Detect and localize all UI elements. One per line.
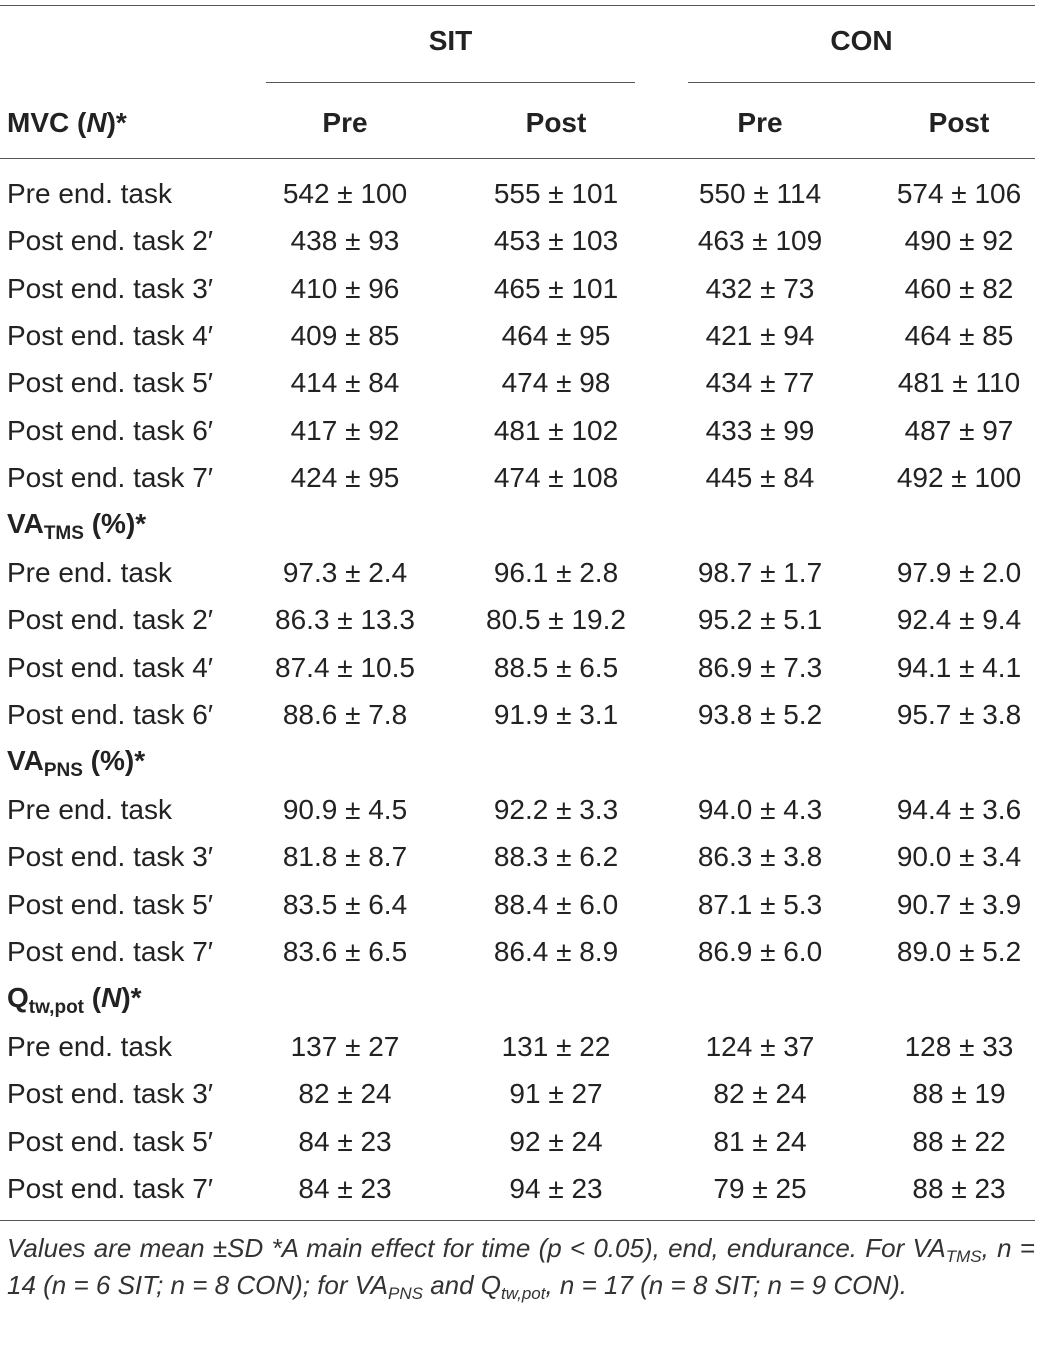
cell-con-pre: 124 ± 37 xyxy=(705,1031,815,1062)
cell-con-pre: 433 ± 99 xyxy=(705,414,815,446)
cell-con-pre: 82 ± 24 xyxy=(713,1078,807,1110)
cell-sit-pre: 82 ± 24 xyxy=(298,1078,392,1110)
cell-sit-post: 86.4 ± 8.9 xyxy=(493,935,619,967)
row-label: Post end. task 5′ xyxy=(7,367,214,399)
footnote-text-1: Values are mean ±SD *A main effect for time (p < 0.05), end, endurance. For VA xyxy=(7,1233,946,1263)
cell-con-post: 464 ± 85 xyxy=(904,319,1014,351)
cell-sit-post: 453 ± 103 xyxy=(493,225,619,257)
cell-con-pre: 421 ± 94 xyxy=(705,319,815,351)
stub-header-mvc: MVC (N)* xyxy=(7,107,127,138)
table-row xyxy=(0,265,1041,312)
table-row xyxy=(0,170,1041,217)
row-label: Post end. task 5′ xyxy=(7,1125,214,1157)
subheader-con-pre: Pre xyxy=(737,107,783,138)
cell-sit-pre: 86.3 ± 13.3 xyxy=(275,604,415,636)
cell-con-post: 88 ± 22 xyxy=(912,1125,1006,1157)
cell-sit-pre: 81.8 ± 8.7 xyxy=(282,841,408,873)
section-title-tail: (N)* xyxy=(84,982,142,1013)
row-label: Post end. task 7′ xyxy=(7,461,214,493)
cell-con-post: 574 ± 106 xyxy=(896,178,1022,209)
footnote-text-2: , n = 14 (n = 6 SIT; n = 8 CON); for VA xyxy=(7,1233,1035,1300)
cell-con-post: 460 ± 82 xyxy=(904,272,1014,304)
table-row xyxy=(0,644,1041,691)
cell-sit-pre: 88.6 ± 7.8 xyxy=(282,698,408,730)
cell-con-post: 481 ± 110 xyxy=(897,367,1021,399)
table-row xyxy=(0,312,1041,359)
section-title-main: VA xyxy=(7,508,44,539)
subheader-sit-post: Post xyxy=(525,107,587,138)
header-bottom-rule xyxy=(0,158,1035,159)
table-row xyxy=(0,691,1041,738)
cell-sit-pre: 90.9 ± 4.5 xyxy=(282,794,408,825)
section-title-tail: (%)* xyxy=(83,508,147,539)
cell-con-pre: 87.1 ± 5.3 xyxy=(697,888,823,920)
cell-sit-pre: 83.5 ± 6.4 xyxy=(282,888,408,920)
cell-sit-post: 555 ± 101 xyxy=(493,178,619,209)
row-label: Pre end. task xyxy=(7,1031,172,1062)
footnote-sub-1: TMS xyxy=(945,1247,982,1266)
table-row xyxy=(0,928,1041,975)
row-label: Post end. task 3′ xyxy=(7,841,214,873)
cell-sit-post: 92 ± 24 xyxy=(509,1125,603,1157)
table-footnote xyxy=(7,1230,1035,1304)
group-header-sit: SIT xyxy=(428,25,473,56)
cell-con-pre: 432 ± 73 xyxy=(705,272,815,304)
row-label: Post end. task 2′ xyxy=(7,604,214,636)
cell-con-pre: 550 ± 114 xyxy=(698,178,822,209)
row-label: Post end. task 7′ xyxy=(7,935,214,967)
cell-sit-pre: 414 ± 84 xyxy=(290,367,400,399)
cell-con-post: 97.9 ± 2.0 xyxy=(896,557,1022,588)
table-row xyxy=(0,1070,1041,1117)
row-label: Post end. task 5′ xyxy=(7,888,214,920)
table-row xyxy=(0,217,1041,264)
row-label: Pre end. task xyxy=(7,794,172,825)
cell-sit-pre: 417 ± 92 xyxy=(290,414,400,446)
group-underline-sit xyxy=(266,82,635,83)
cell-con-post: 90.0 ± 3.4 xyxy=(896,841,1022,873)
cell-sit-post: 131 ± 22 xyxy=(501,1031,611,1062)
cell-con-post: 94.4 ± 3.6 xyxy=(896,794,1022,825)
section-title-sub: TMS xyxy=(43,523,84,544)
table-row xyxy=(0,881,1041,928)
cell-sit-pre: 84 ± 23 xyxy=(298,1125,392,1157)
footnote-sub-2: PNS xyxy=(388,1284,423,1303)
row-label: Pre end. task xyxy=(7,178,172,209)
cell-sit-post: 91.9 ± 3.1 xyxy=(493,698,619,730)
section-title-vatms xyxy=(7,504,146,544)
cell-sit-post: 92.2 ± 3.3 xyxy=(493,794,619,825)
table-top-rule xyxy=(0,5,1035,6)
cell-con-pre: 98.7 ± 1.7 xyxy=(697,557,823,588)
cell-con-post: 92.4 ± 9.4 xyxy=(896,604,1022,636)
cell-con-post: 94.1 ± 4.1 xyxy=(896,651,1022,683)
section-title-sub: PNS xyxy=(43,760,83,781)
cell-con-post: 88 ± 23 xyxy=(912,1172,1006,1204)
cell-sit-post: 91 ± 27 xyxy=(509,1078,603,1110)
table-row xyxy=(0,407,1041,454)
cell-sit-post: 88.5 ± 6.5 xyxy=(493,651,619,683)
cell-sit-post: 464 ± 95 xyxy=(501,319,611,351)
row-label: Post end. task 4′ xyxy=(7,651,214,683)
cell-con-pre: 93.8 ± 5.2 xyxy=(697,698,823,730)
table-row xyxy=(0,833,1041,880)
subheader-con-post: Post xyxy=(928,107,990,138)
cell-con-pre: 86.9 ± 6.0 xyxy=(697,935,823,967)
cell-sit-pre: 84 ± 23 xyxy=(298,1172,392,1204)
cell-sit-post: 94 ± 23 xyxy=(509,1172,603,1204)
section-title-qtw xyxy=(7,978,142,1018)
cell-sit-post: 474 ± 98 xyxy=(501,367,611,399)
row-label: Post end. task 6′ xyxy=(7,698,214,730)
cell-con-pre: 94.0 ± 4.3 xyxy=(697,794,823,825)
section-title-tail: (%)* xyxy=(82,745,146,776)
cell-sit-pre: 410 ± 96 xyxy=(290,272,400,304)
cell-sit-pre: 87.4 ± 10.5 xyxy=(275,651,415,683)
cell-sit-post: 474 ± 108 xyxy=(493,461,619,493)
cell-sit-pre: 409 ± 85 xyxy=(290,319,400,351)
cell-sit-pre: 137 ± 27 xyxy=(290,1031,400,1062)
cell-con-pre: 463 ± 109 xyxy=(697,225,823,257)
section-title-sub: tw,pot xyxy=(28,997,84,1018)
footnote-text-3: and Q xyxy=(422,1270,502,1300)
cell-con-pre: 434 ± 77 xyxy=(705,367,815,399)
cell-sit-post: 88.4 ± 6.0 xyxy=(493,888,619,920)
cell-sit-pre: 83.6 ± 6.5 xyxy=(282,935,408,967)
section-title-vapns xyxy=(7,741,145,781)
cell-con-post: 90.7 ± 3.9 xyxy=(896,888,1022,920)
row-label: Post end. task 2′ xyxy=(7,225,214,257)
cell-sit-pre: 542 ± 100 xyxy=(282,178,408,209)
cell-sit-pre: 97.3 ± 2.4 xyxy=(282,557,408,588)
cell-con-post: 89.0 ± 5.2 xyxy=(896,935,1022,967)
cell-con-pre: 86.9 ± 7.3 xyxy=(697,651,823,683)
group-header-con: CON xyxy=(830,25,893,56)
cell-sit-pre: 438 ± 93 xyxy=(290,225,400,257)
table-row xyxy=(0,454,1041,501)
table-row xyxy=(0,596,1041,643)
cell-con-pre: 95.2 ± 5.1 xyxy=(697,604,823,636)
subheader-sit-pre: Pre xyxy=(322,107,368,138)
cell-con-pre: 81 ± 24 xyxy=(713,1125,807,1157)
cell-con-post: 492 ± 100 xyxy=(896,461,1022,493)
cell-con-pre: 79 ± 25 xyxy=(713,1172,807,1204)
cell-sit-pre: 424 ± 95 xyxy=(290,461,400,493)
cell-con-pre: 445 ± 84 xyxy=(705,461,815,493)
row-label: Post end. task 3′ xyxy=(7,1078,214,1110)
footnote-sub-3: tw,pot xyxy=(501,1284,546,1303)
row-label: Post end. task 7′ xyxy=(7,1172,214,1204)
cell-con-post: 95.7 ± 3.8 xyxy=(896,698,1022,730)
section-title-main: Q xyxy=(7,982,29,1013)
cell-con-post: 490 ± 92 xyxy=(904,225,1014,257)
cell-sit-post: 481 ± 102 xyxy=(493,414,619,446)
table-bottom-rule xyxy=(0,1220,1035,1221)
section-title-main: VA xyxy=(7,745,44,776)
row-label: Post end. task 6′ xyxy=(7,414,214,446)
cell-con-post: 88 ± 19 xyxy=(912,1078,1006,1110)
table-row xyxy=(0,786,1041,833)
cell-sit-post: 465 ± 101 xyxy=(493,272,619,304)
row-label: Post end. task 3′ xyxy=(7,272,214,304)
footnote-text-4: , n = 17 (n = 8 SIT; n = 9 CON). xyxy=(545,1270,907,1300)
row-label: Post end. task 4′ xyxy=(7,319,214,351)
group-underline-con xyxy=(688,82,1035,83)
table-row xyxy=(0,1023,1041,1070)
cell-sit-post: 96.1 ± 2.8 xyxy=(493,557,619,588)
table-row xyxy=(0,1118,1041,1165)
cell-con-pre: 86.3 ± 3.8 xyxy=(697,841,823,873)
cell-con-post: 128 ± 33 xyxy=(904,1031,1014,1062)
cell-con-post: 487 ± 97 xyxy=(904,414,1014,446)
cell-sit-post: 88.3 ± 6.2 xyxy=(493,841,619,873)
cell-sit-post: 80.5 ± 19.2 xyxy=(486,604,626,636)
table-row xyxy=(0,359,1041,406)
table-row xyxy=(0,549,1041,596)
row-label: Pre end. task xyxy=(7,557,172,588)
table-row xyxy=(0,1165,1041,1212)
